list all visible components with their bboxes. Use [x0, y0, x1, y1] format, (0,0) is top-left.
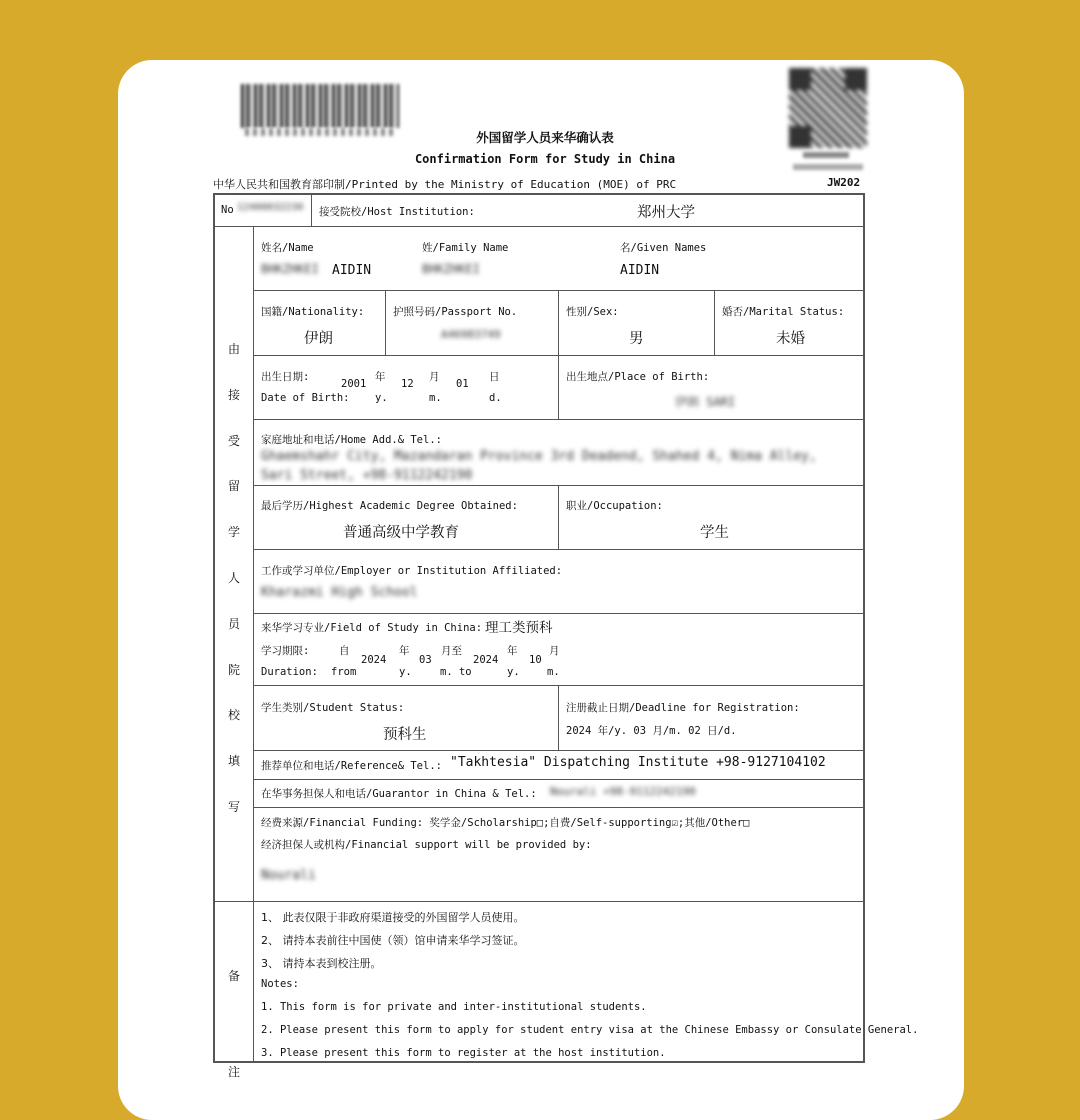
- duration-from-en: from: [331, 666, 357, 678]
- passport-label: 护照号码/Passport No.: [393, 306, 518, 318]
- family-name-value: BHKZHKEI: [422, 262, 480, 276]
- note-cn-3: 3、 请持本表到校注册。: [261, 957, 382, 970]
- occupation-label: 职业/Occupation:: [566, 500, 663, 512]
- duration-to-month: 10: [529, 654, 542, 666]
- duration-label-en: Duration:: [261, 666, 318, 678]
- name-blurred: BHKZHKEI: [261, 262, 319, 276]
- note-en-2: 2. Please present this form to apply for student entry visa at the Chinese Embassy or Consulate General.: [261, 1024, 919, 1036]
- guarantor-label: 在华事务担保人和电话/Guarantor in China & Tel.:: [261, 788, 537, 800]
- nationality-value: 伊朗: [304, 331, 333, 347]
- sex-label: 性别/Sex:: [566, 306, 619, 318]
- passport-value: A46983749: [441, 328, 501, 341]
- field-of-study-label: 来华学习专业/Field of Study in China:: [261, 622, 483, 634]
- duration-year-unit-cn: 年: [399, 645, 410, 657]
- home-address-label: 家庭地址和电话/Home Add.& Tel.:: [261, 434, 442, 446]
- occupation-value: 学生: [700, 525, 729, 541]
- duration-label-cn: 学习期限:: [261, 645, 310, 657]
- degree-label: 最后学历/Highest Academic Degree Obtained:: [261, 500, 518, 512]
- note-en-3: 3. Please present this form to register at the host institution.: [261, 1047, 666, 1059]
- host-institution-label: 接受院校/Host Institution:: [319, 206, 475, 218]
- serial-number: 12400032230: [237, 202, 304, 213]
- financial-support-value: Nourali: [261, 868, 316, 883]
- employer-label: 工作或学习单位/Employer or Institution Affiliated:: [261, 565, 563, 577]
- dob-label-en: Date of Birth:: [261, 392, 350, 404]
- degree-value: 普通高级中学教育: [343, 525, 459, 541]
- duration-year-unit-en: y.: [399, 666, 412, 678]
- deadline-label: 注册截止日期/Deadline for Registration:: [566, 702, 800, 714]
- dob-label-cn: 出生日期:: [261, 371, 310, 383]
- duration-month-unit-cn: 月: [549, 645, 560, 657]
- no-label: No: [221, 204, 234, 216]
- financial-funding-label: 经费来源/Financial Funding: 奖学金/Scholarship□;自费/Self-supporting☑;其他/Other□: [261, 817, 750, 829]
- note-cn-2: 2、 请持本表前往中国使（领）馆申请来华学习签证。: [261, 934, 525, 947]
- name-label: 姓名/Name: [261, 242, 314, 254]
- duration-to-year-unit-cn: 年: [507, 645, 518, 657]
- confirmation-form-page: [205, 66, 919, 1080]
- deadline-value: 2024 年/y. 03 月/m. 02 日/d.: [566, 725, 737, 737]
- given-names-label: 名/Given Names: [620, 242, 707, 254]
- reference-value: "Takhtesia" Dispatching Institute +98-9127104102: [450, 755, 826, 770]
- place-of-birth-label: 出生地点/Place of Birth:: [566, 371, 710, 383]
- note-cn-1: 1、 此表仅限于非政府渠道接受的外国留学人员使用。: [261, 911, 525, 924]
- duration-month-unit-en: m.: [547, 666, 560, 678]
- reference-label: 推荐单位和电话/Reference& Tel.:: [261, 760, 442, 772]
- dob-day: 01: [456, 378, 469, 390]
- home-address-line1: Ghaemshahr City, Mazandaran Province 3rd Deadend, Shahed 4, Nima Alley,: [261, 449, 817, 464]
- notes-title: Notes:: [261, 978, 299, 990]
- nationality-label: 国籍/Nationality:: [261, 306, 365, 318]
- form-title-cn: 外国留学人员来华确认表: [476, 130, 614, 145]
- form-title-en: Confirmation Form for Study in China: [414, 152, 676, 166]
- given-names-value: AIDIN: [620, 263, 660, 278]
- dob-month: 12: [401, 378, 414, 390]
- dob-day-unit-en: d.: [489, 392, 502, 404]
- family-name-label: 姓/Family Name: [422, 242, 509, 254]
- duration-to-en: m. to: [440, 666, 472, 678]
- guarantor-value: Nourali +98-9112242190: [550, 785, 696, 798]
- place-of-birth-value: 伊朗 SARI: [675, 395, 736, 409]
- side-label-school-fill: 由 接 受 留 学 人 员 院 校 填 写: [227, 342, 240, 814]
- form-code: JW202: [827, 176, 861, 189]
- barcode-image: [241, 84, 399, 128]
- financial-support-label: 经济担保人或机构/Financial support will be provided by:: [261, 839, 592, 851]
- dob-day-unit-cn: 日: [489, 371, 500, 383]
- dob-month-unit-en: m.: [429, 392, 442, 404]
- marital-status-value: 未婚: [776, 331, 805, 347]
- dob-year: 2001: [341, 378, 367, 390]
- employer-value: Kharazmi High School: [261, 585, 418, 600]
- duration-to-year: 2024: [473, 654, 499, 666]
- side-label-notes: 备 注: [227, 969, 240, 1079]
- note-en-1: 1. This form is for private and inter-institutional students.: [261, 1001, 647, 1013]
- student-status-label: 学生类别/Student Status:: [261, 702, 405, 714]
- student-status-value: 预科生: [383, 727, 427, 743]
- dob-year-unit-en: y.: [375, 392, 388, 404]
- dob-year-unit-cn: 年: [375, 371, 386, 383]
- duration-to-cn: 月至: [441, 645, 462, 657]
- printed-by: 中华人民共和国教育部印制/Printed by the Ministry of Education (MOE) of PRC: [213, 178, 677, 191]
- duration-from-year: 2024: [361, 654, 387, 666]
- host-institution-value: 郑州大学: [637, 205, 695, 221]
- form-table: [213, 193, 919, 1079]
- duration-to-year-unit-en: y.: [507, 666, 520, 678]
- sex-value: 男: [629, 331, 644, 347]
- marital-status-label: 婚否/Marital Status:: [722, 306, 845, 318]
- duration-from-month: 03: [419, 654, 432, 666]
- dob-month-unit-cn: 月: [429, 371, 440, 383]
- duration-from-cn: 自: [339, 645, 350, 657]
- name-value: AIDIN: [332, 263, 372, 278]
- field-of-study-value: 理工类预科: [485, 620, 553, 636]
- home-address-line2: Sari Street, +98-9112242190: [261, 468, 473, 483]
